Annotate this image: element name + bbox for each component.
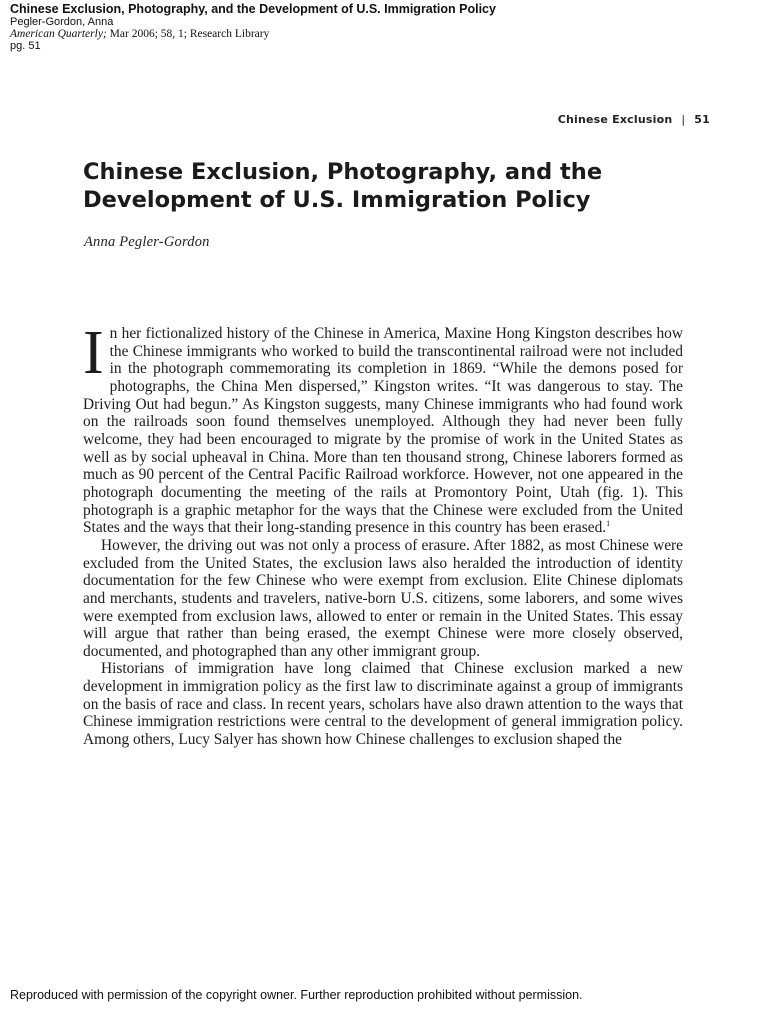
article-body: [83, 319, 683, 749]
drop-cap: I: [83, 319, 104, 387]
running-head-label: Chinese Exclusion: [557, 113, 673, 126]
paragraph-1-text: n her fictionalized history of the Chinese in America, Maxine Hong Kingston describes how the Chinese immigrants who worked to build the transcontinental railroad were not included in the photograph commemorating its completion in 1869. “While the demons posed for photographs, the China Men dispersed,” Kingston writes. “It was dangerous to stay. The Driving Out had begun.” As Kingston suggests, many Chinese immigrants who had found work on the railroads soon found themselves unemployed. Although they had never been fully welcome, they had been encouraged to migrate by the promise of work in the United States as well as by social upheaval in China. More than ten thousand strong, Chinese laborers formed as much as 90 percent of the Central Pacific Railroad workforce. However, not one appeared in the photograph documenting the meeting of the rails at Promontory Point, Utah (fig. 1). This photograph is a graphic metaphor for the ways that the Chinese were excluded from the United States and the ways that their long-standing presence in this country has been erased.: [83, 325, 683, 537]
paragraph-1: [83, 319, 683, 537]
citation-title: Chinese Exclusion, Photography, and the Development of U.S. Immigration Policy: [10, 2, 496, 16]
citation-page: pg. 51: [10, 40, 41, 52]
citation-journal: [10, 28, 496, 40]
article-title: Chinese Exclusion, Photography, and the Development of U.S. Immigration Policy: [83, 159, 603, 213]
running-head-page-number: 51: [694, 113, 710, 126]
footnote-ref: 1: [606, 519, 611, 529]
paragraph-2: However, the driving out was not only a process of erasure. After 1882, as most Chinese were excluded from the United States, the exclusion laws also heralded the introduction of identity documentation for the few Chinese who were exempt from exclusion. Elite Chinese diplomats and merchants, students and travelers, native-born U.S. citizens, some laborers, and some wives were exempted from exclusion laws, allowed to enter or remain in the United States. This essay will argue that rather than being erased, the exempt Chinese were more closely observed, documented, and photographed than any other immigrant group.: [83, 536, 683, 660]
citation-journal-name: American Quarterly;: [10, 28, 107, 40]
citation-journal-details: Mar 2006; 58, 1; Research Library: [106, 28, 270, 40]
running-head: [558, 113, 710, 126]
running-head-separator: |: [681, 113, 686, 126]
copyright-notice: Reproduced with permission of the copyright owner. Further reproduction prohibited without permission.: [10, 988, 583, 1002]
citation-author: Pegler-Gordon, Anna: [10, 16, 114, 28]
article-author: Anna Pegler-Gordon: [84, 234, 210, 250]
citation-block: [10, 2, 496, 52]
paragraph-3: Historians of immigration have long claimed that Chinese exclusion marked a new development in immigration policy as the first law to discriminate against a group of immigrants on the basis of race and class. In recent years, scholars have also drawn attention to the ways that Chinese immigration restrictions were central to the development of general immigration policy. Among others, Lucy Salyer has shown how Chinese challenges to exclusion shaped the: [83, 660, 683, 749]
